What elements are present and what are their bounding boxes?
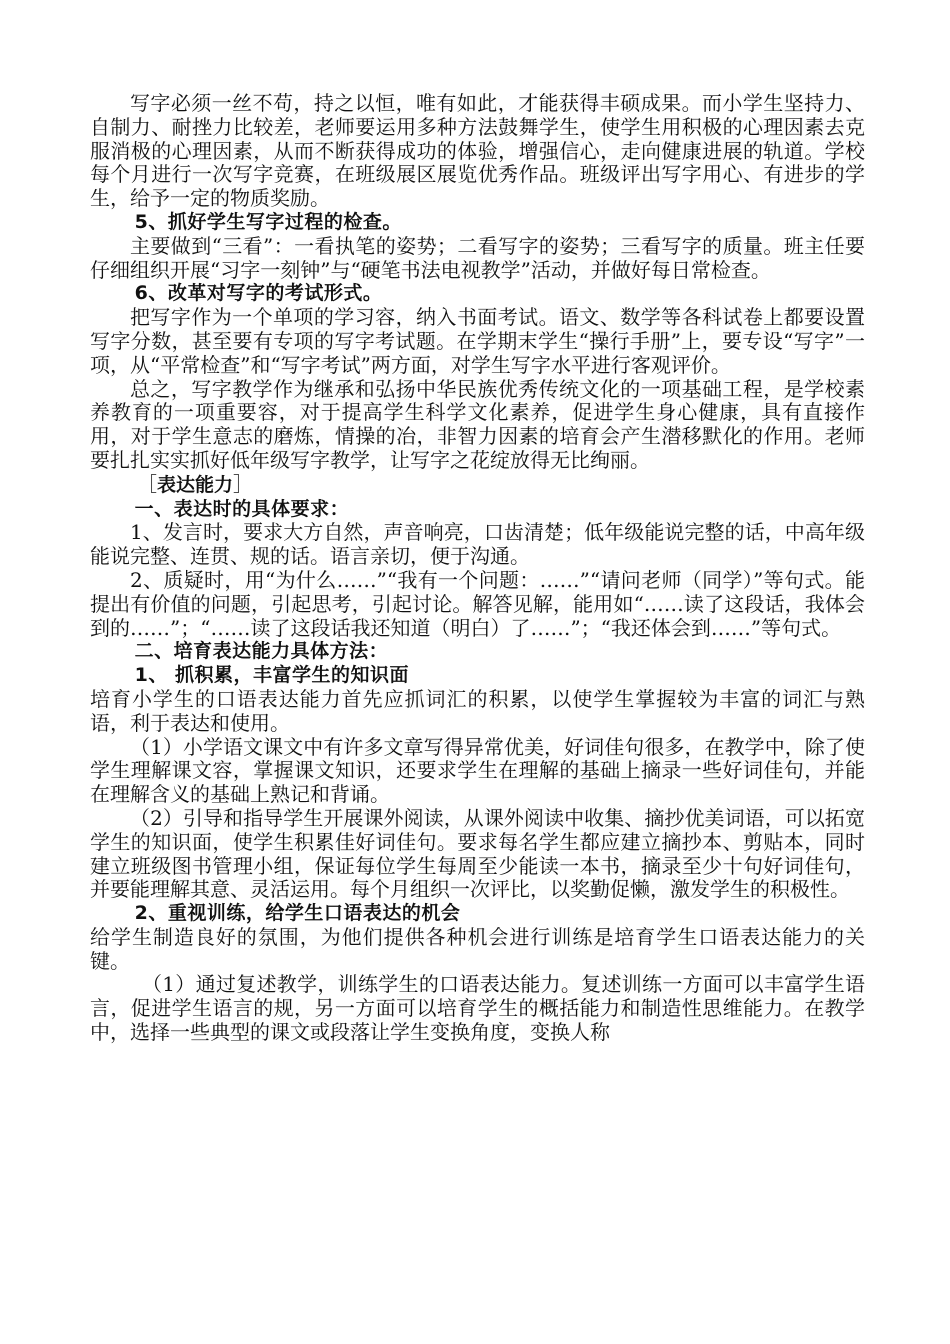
paragraph-speaking: 1、发言时，要求大方自然，声音响亮，口齿清楚；低年级能说完整的话，中高年级能说完整、连贯、规的话。语言亲切，便于沟通。: [90, 520, 865, 569]
paragraph-vocabulary: 培育小学生的口语表达能力首先应抓词汇的积累，以使学生掌握较为丰富的词汇与熟语，利于表达和使用。: [90, 686, 865, 735]
section-title-close: ］: [233, 471, 254, 496]
paragraph-retelling: （1）通过复述教学，训练学生的口语表达能力。复述训练一方面可以丰富学生语言，促进学生语言的规，另一方面可以培育学生的概括能力和制造性思维能力。在教学中，选择一些典型的课文或段落让学生变换角度，变换人称: [90, 972, 865, 1045]
heading-check-process: 5、抓好学生写字过程的检查。: [134, 210, 402, 233]
section-title-text: 表达能力: [157, 473, 234, 496]
heading-methods: 二、培育表达能力具体方法：: [134, 640, 389, 663]
heading-accumulation: 1、 抓积累，丰富学生的知识面: [134, 664, 409, 687]
heading-training: 2、重视训练，给学生口语表达的机会: [134, 902, 461, 925]
paragraph-textbook-phrases: （1）小学语文课文中有许多文章写得异常优美，好词佳句很多，在教学中，除了使学生理解课文容，掌握课文知识，还要求学生在理解的基础上摘录一些好词佳句，并能在理解含义的基础上熟记和背诵。: [90, 734, 865, 807]
document-page: [90, 92, 865, 1045]
heading-requirements: 一、表达时的具体要求：: [134, 497, 350, 520]
paragraph-atmosphere: 给学生制造良好的氛围，为他们提供各种机会进行训练是培育学生口语表达能力的关键。: [90, 924, 865, 973]
paragraph-three-looks: 主要做到“三看”：一看执笔的姿势；二看写字的姿势；三看写字的质量。班主任要仔细组织开展“习字一刻钟”与“硬笔书法电视教学”活动，并做好每日常检查。: [90, 233, 865, 282]
paragraph-questioning: 2、质疑时，用“为什么……”“我有一个问题：……”“请问老师（同学）”等句式。能提出有价值的问题，引起思考，引起讨论。解答见解，能用如“……读了这段话，我体会到的……”；“……读了这段话我还知道（明白）了……”；“我还体会到……”等句式。: [90, 567, 865, 640]
paragraph-extracurricular-reading: （2）引导和指导学生开展课外阅读，从课外阅读中收集、摘抄优美词语，可以拓宽学生的知识面，使学生积累佳好词佳句。要求每名学生都应建立摘抄本、剪贴本，同时建立班级图书管理小组，保证每位学生每周至少能读一本书，摘录至少十句好词佳句，并要能理解其意、灵活运用。每个月组织一次评比，以奖勤促懒，激发学生的积极性。: [90, 805, 865, 902]
paragraph-exam-form: 把写字作为一个单项的学习容，纳入书面考试。语文、数学等各科试卷上都要设置写字分数，甚至要有专项的写字考试题。在学期末学生“操行手册”上，要专设“写字”一项，从“平常检查”和“写字考试”两方面，对学生写字水平进行客观评价。: [90, 305, 865, 377]
section-title-open: ［: [137, 471, 157, 496]
paragraph-summary: 总之，写字教学作为继承和弘扬中华民族优秀传统文化的一项基础工程，是学校素养教育的一项重要容，对于提高学生科学文化素养，促进学生身心健康，具有直接作用，对于学生意志的磨炼，情操的冶，非智力因素的培育会产生潜移默化的作用。老师要扎扎实实抓好低年级写字教学，让写字之花绽放得无比绚丽。: [90, 376, 865, 472]
section-title: [90, 473, 865, 498]
paragraph-encouragement: 写字必须一丝不苟，持之以恒，唯有如此，才能获得丰硕成果。而小学生坚持力、自制力、耐挫力比较差，老师要运用多种方法鼓舞学生，使学生用积极的心理因素去克服消极的心理因素，从而不断获得成功的体验，增强信心，走向健康进展的轨道。学校每个月进行一次写字竞赛，在班级展区展览优秀作品。班级评出写字用心、有进步的学生，给予一定的物质奖励。: [90, 91, 865, 211]
heading-exam-reform: 6、改革对写字的考试形式。: [134, 282, 383, 305]
